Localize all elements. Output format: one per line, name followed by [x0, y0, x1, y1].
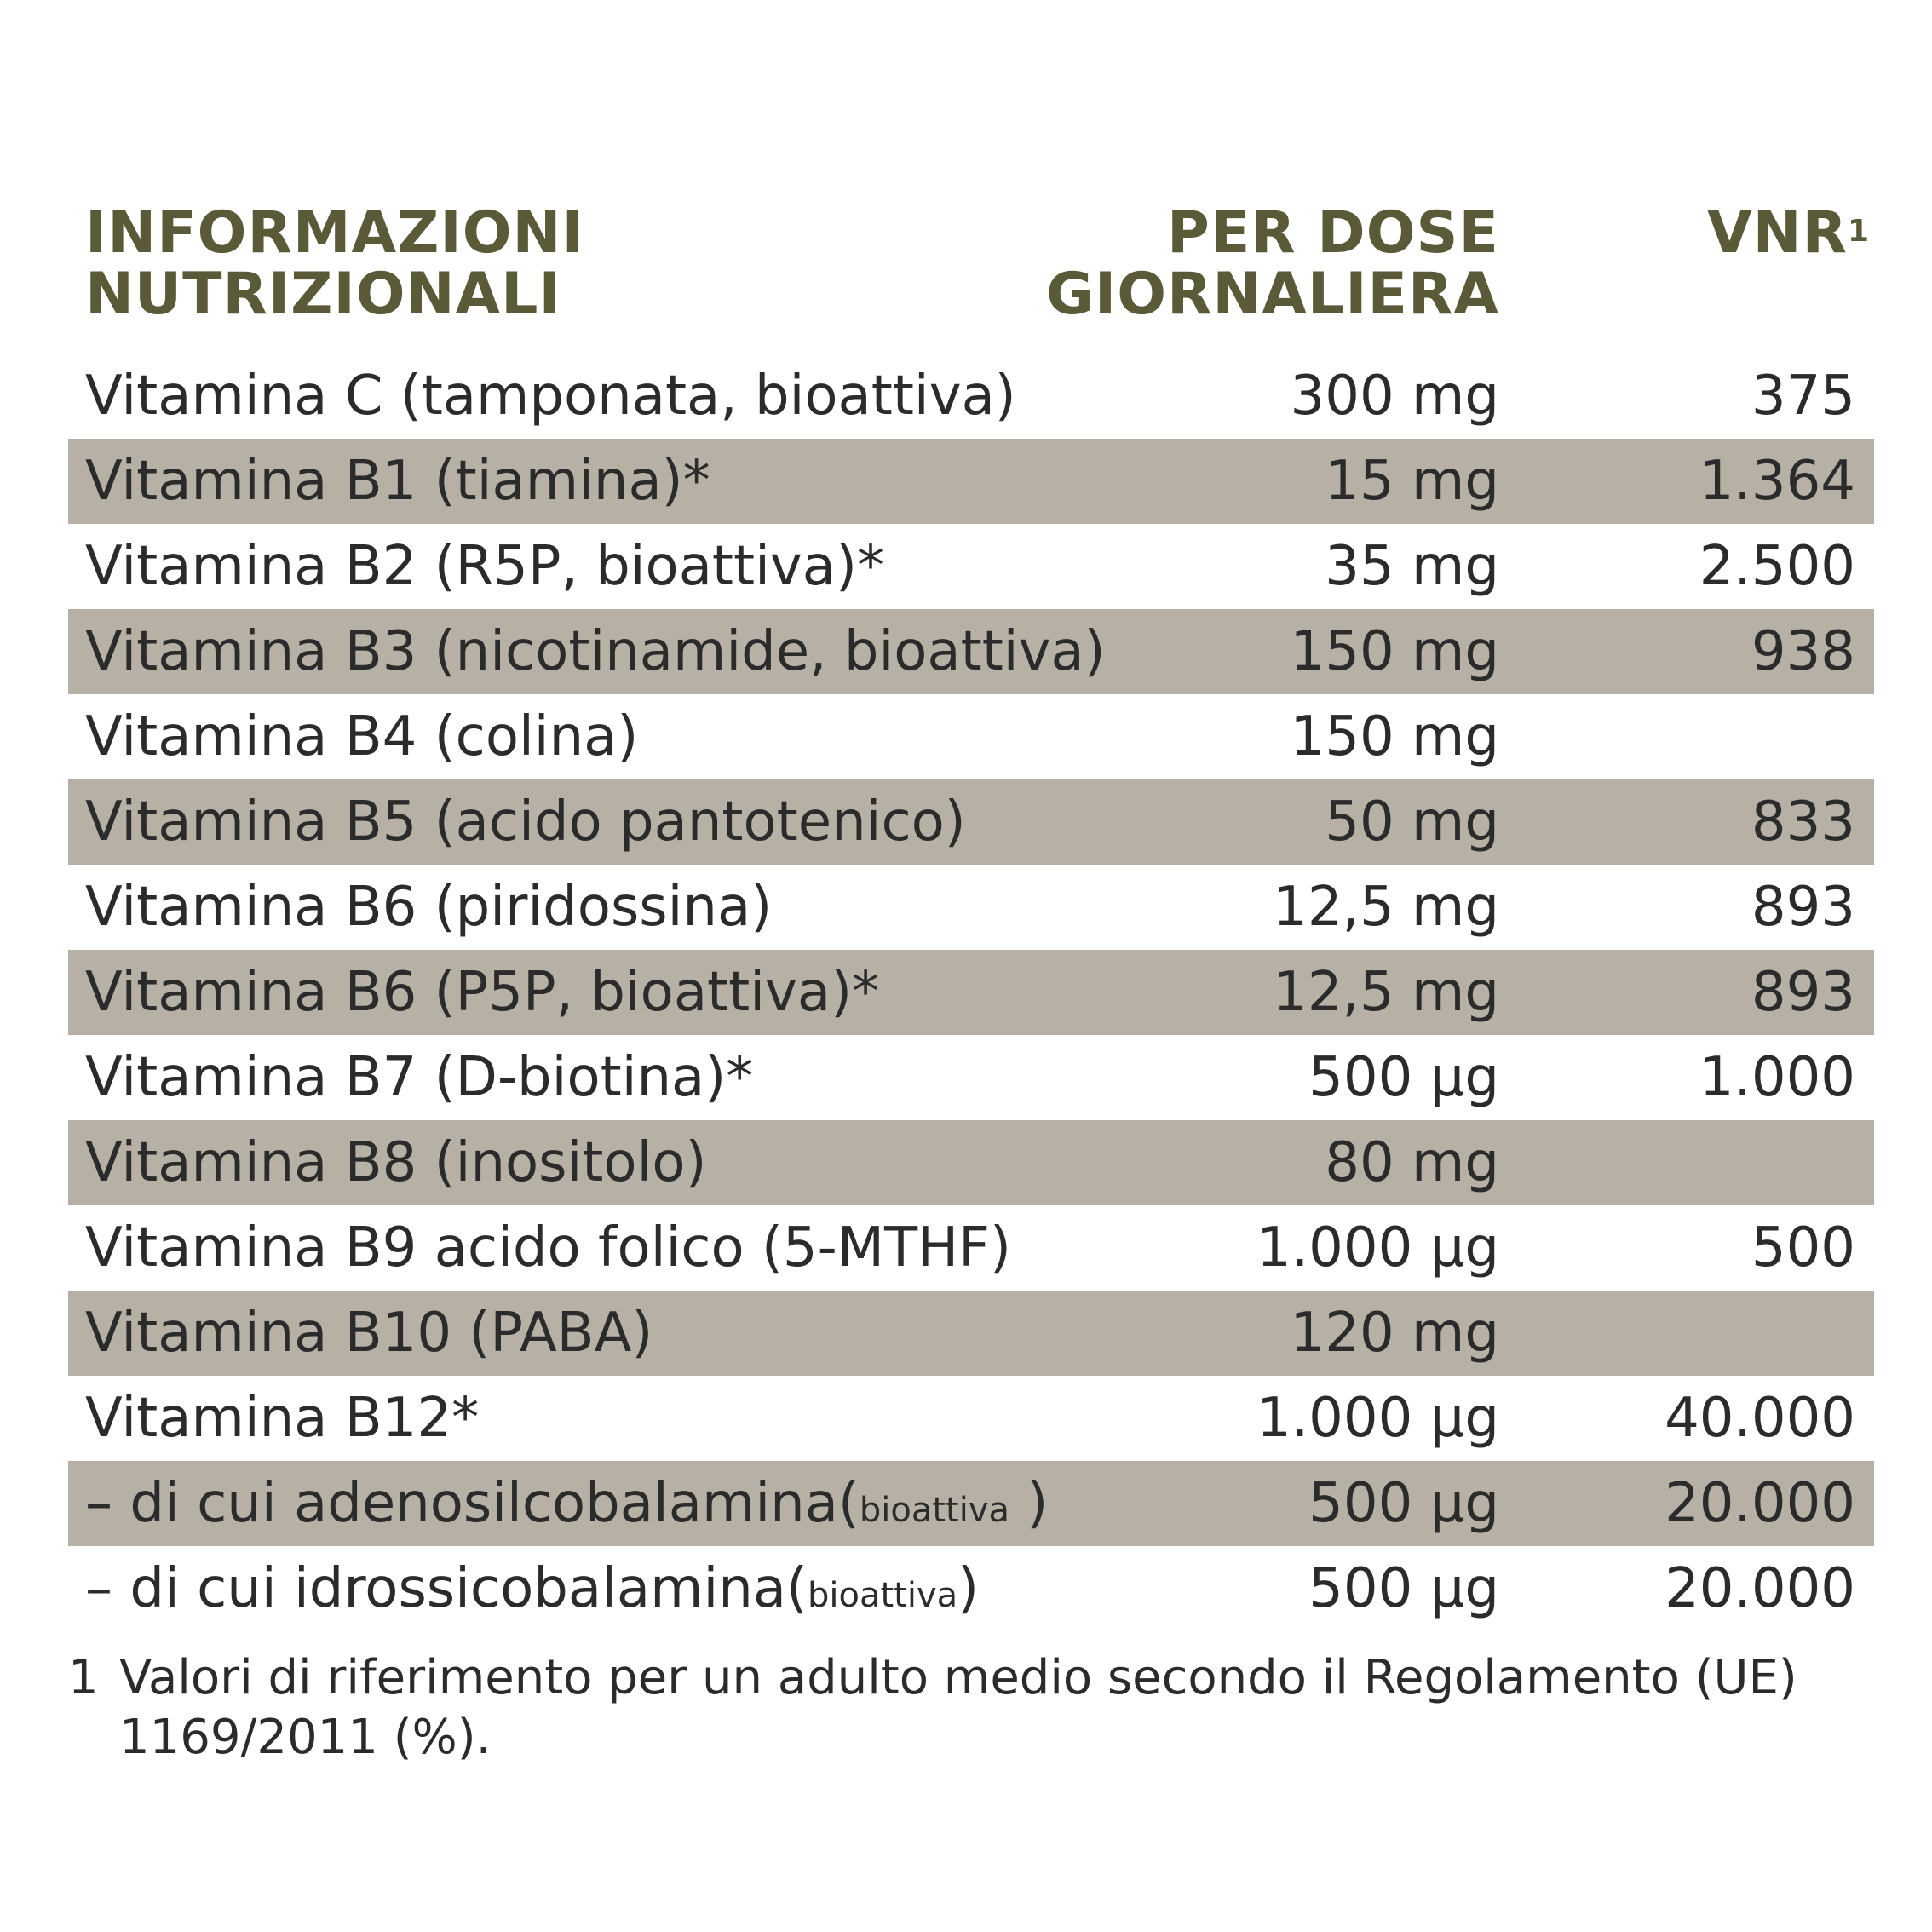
- nutrient-vnr: 500: [1751, 1216, 1855, 1279]
- nutrition-table: [68, 354, 1874, 1631]
- nutrient-dose: 50 mg: [1325, 791, 1499, 854]
- table-row: [68, 1035, 1874, 1120]
- footnote-text: [119, 1648, 1814, 1768]
- nutrient-vnr: 2.500: [1699, 535, 1855, 598]
- footnote-line2: 1169/2011 (%).: [119, 1710, 492, 1765]
- nutrient-dose: 1.000 µg: [1256, 1387, 1499, 1450]
- header-nutritional-info-line1: INFORMAZIONI: [85, 199, 584, 267]
- table-row: [68, 1291, 1874, 1376]
- footnote-line1: Valori di riferimento per un adulto medio secondo il Regolamento (UE): [119, 1650, 1797, 1705]
- nutrient-name: Vitamina B7 (D-biotina)*: [85, 1046, 754, 1109]
- table-row: [68, 354, 1874, 439]
- table-row: [68, 1120, 1874, 1205]
- nutrient-vnr: 1.364: [1699, 450, 1855, 513]
- nutrient-name-end: ): [1009, 1472, 1049, 1535]
- nutrient-dose: 12,5 mg: [1273, 876, 1499, 939]
- nutrient-name: Vitamina B4 (colina): [85, 705, 639, 768]
- nutrient-dose: 12,5 mg: [1273, 961, 1499, 1024]
- footnote: [68, 1648, 1814, 1768]
- table-header: [0, 199, 1932, 331]
- nutrient-name: Vitamina B3 (nicotinamide, bioattiva): [85, 620, 1106, 683]
- nutrient-vnr: 375: [1751, 365, 1855, 428]
- nutrient-dose: 500 µg: [1308, 1046, 1499, 1109]
- nutrient-vnr: 40.000: [1665, 1387, 1855, 1450]
- nutrient-dose: 300 mg: [1290, 365, 1499, 428]
- header-daily-dose-line1: PER DOSE: [1166, 199, 1499, 267]
- table-row: [68, 1461, 1874, 1546]
- footnote-number: 1: [68, 1650, 99, 1705]
- table-row: [68, 950, 1874, 1035]
- nutrient-name: Vitamina B6 (piridossina): [85, 876, 773, 939]
- nutrient-name: Vitamina B2 (R5P, bioattiva)*: [85, 535, 884, 598]
- nutrient-dose: 150 mg: [1290, 620, 1499, 683]
- table-row: [68, 694, 1874, 779]
- header-vnr-footnote-marker: 1: [1847, 214, 1870, 249]
- table-row: [68, 865, 1874, 950]
- nutrient-dose: 15 mg: [1325, 450, 1499, 513]
- nutrient-name: [85, 1461, 1048, 1553]
- nutrient-name: Vitamina B1 (tiamina)*: [85, 450, 710, 513]
- nutrient-vnr: 1.000: [1699, 1046, 1855, 1109]
- header-daily-dose: [937, 199, 1499, 328]
- nutrient-name: Vitamina B6 (P5P, bioattiva)*: [85, 961, 880, 1024]
- nutrient-name-note: bioattiva: [859, 1491, 1010, 1530]
- nutrient-name: Vitamina B5 (acido pantotenico): [85, 791, 966, 854]
- nutrient-vnr: 893: [1751, 961, 1855, 1024]
- table-row: [68, 439, 1874, 524]
- table-row: [68, 1376, 1874, 1461]
- header-daily-dose-line2: GIORNALIERA: [1046, 261, 1499, 328]
- header-vnr: [1567, 199, 1870, 267]
- nutrient-dose: 500 µg: [1308, 1557, 1499, 1620]
- header-vnr-label: VNR: [1707, 199, 1848, 267]
- nutrient-name-main: – di cui adenosilcobalamina(: [85, 1472, 860, 1535]
- nutrient-vnr: 833: [1751, 791, 1855, 854]
- nutrient-vnr: 893: [1751, 876, 1855, 939]
- nutrient-vnr: 20.000: [1665, 1472, 1855, 1535]
- nutrient-dose: 1.000 µg: [1256, 1216, 1499, 1279]
- nutrient-vnr: 20.000: [1665, 1557, 1855, 1620]
- nutrient-name: [85, 1546, 979, 1638]
- nutrient-name: Vitamina C (tamponata, bioattiva): [85, 365, 1016, 428]
- nutrient-dose: 500 µg: [1308, 1472, 1499, 1535]
- nutrient-name: Vitamina B8 (inositolo): [85, 1131, 707, 1194]
- nutrient-dose: 80 mg: [1325, 1131, 1499, 1194]
- nutrient-name: Vitamina B12*: [85, 1387, 480, 1450]
- nutrient-dose: 35 mg: [1325, 535, 1499, 598]
- table-row: [68, 1546, 1874, 1631]
- table-row: [68, 1205, 1874, 1291]
- nutrient-name-end: ): [957, 1557, 980, 1620]
- header-nutritional-info: [85, 199, 852, 328]
- nutrient-name-note: bioattiva: [807, 1576, 958, 1615]
- table-row: [68, 524, 1874, 609]
- header-nutritional-info-line2: NUTRIZIONALI: [85, 261, 561, 328]
- nutrient-name-main: – di cui idrossicobalamina(: [85, 1557, 808, 1620]
- nutrient-dose: 120 mg: [1290, 1302, 1499, 1365]
- table-row: [68, 779, 1874, 865]
- nutrient-dose: 150 mg: [1290, 705, 1499, 768]
- nutrient-name: Vitamina B9 acido folico (5-MTHF): [85, 1216, 1011, 1279]
- nutrient-vnr: 938: [1751, 620, 1855, 683]
- nutrient-name: Vitamina B10 (PABA): [85, 1302, 653, 1365]
- table-row: [68, 609, 1874, 694]
